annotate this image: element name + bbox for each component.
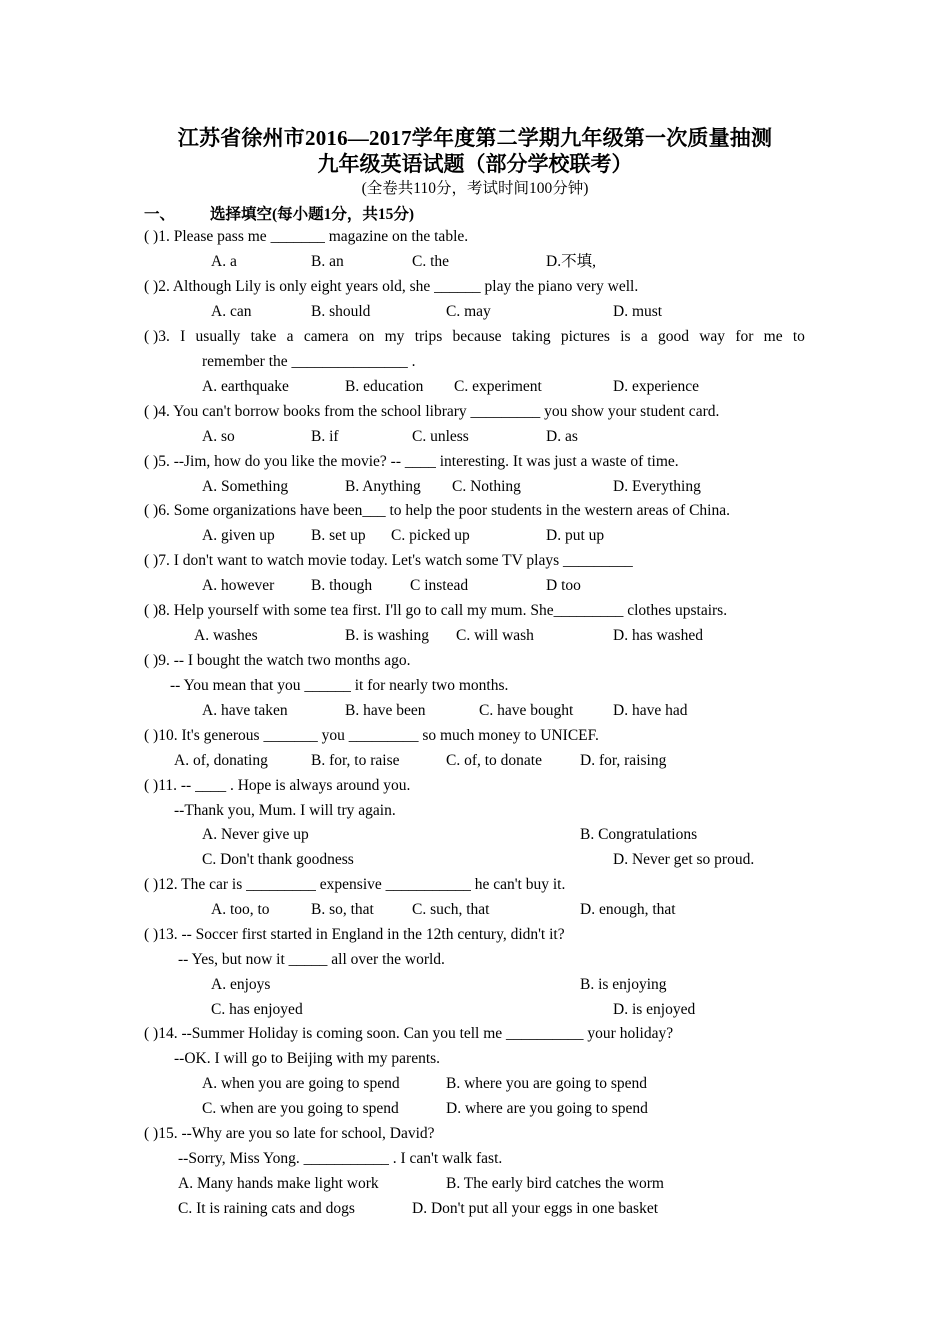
- question-11-stem: [144, 776, 410, 796]
- q11-option-c: C. Don't thank goodness: [202, 851, 354, 868]
- q7-option-b: B. though: [311, 577, 373, 594]
- question-10-stem: ( )10. It's generous _______ you _________ so much money to UNICEF.: [144, 727, 599, 744]
- q15-stem-line2: --Sorry, Miss Yong. ___________ . I can't walk fast.: [178, 1150, 503, 1167]
- question-13-stem: ( )13. -- Soccer first started in England in the 12th century, didn't it?: [144, 926, 565, 943]
- q3-word: for: [735, 328, 754, 345]
- q1-blank: _______: [270, 228, 325, 245]
- q11-option-d: D. Never get so proud.: [613, 851, 755, 868]
- q12-option-b: B. so, that: [311, 901, 374, 918]
- q5-option-d: D. Everything: [613, 478, 701, 495]
- q2-option-c: C. may: [446, 303, 491, 320]
- q3-word: ( )3.: [144, 328, 170, 345]
- q3-word: way: [699, 328, 726, 345]
- q9-option-c: C. have bought: [479, 702, 574, 719]
- question-15-stem: ( )15. --Why are you so late for school, David?: [144, 1125, 435, 1142]
- q9-option-d: D. have had: [613, 702, 688, 719]
- q15-option-b: B. The early bird catches the worm: [446, 1175, 664, 1192]
- q1-option-b: B. an: [311, 253, 344, 270]
- q3-word: trips: [414, 328, 443, 345]
- q1-option-c: C. the: [412, 253, 450, 270]
- q11-stem-line2: --Thank you, Mum. I will try again.: [174, 802, 396, 819]
- q3-option-d: D. experience: [613, 378, 700, 395]
- q13-option-d: D. is enjoyed: [613, 1001, 696, 1018]
- q8-option-b: B. is washing: [345, 627, 429, 644]
- question-3-stem: [144, 327, 805, 347]
- q10-option-b: B. for, to raise: [311, 752, 400, 769]
- q11-blank: ____: [195, 777, 227, 794]
- q9-option-a: A. have taken: [202, 702, 288, 719]
- question-6-stem: ( )6. Some organizations have been___ to help the poor students in the western areas of China.: [144, 502, 730, 519]
- q3-word: on: [358, 328, 375, 345]
- q9-option-b: B. have been: [345, 702, 426, 719]
- q2-option-b: B. should: [311, 303, 371, 320]
- q15-option-a: A. Many hands make light work: [178, 1175, 379, 1192]
- q7-option-c: C instead: [410, 577, 469, 594]
- q14-option-d: D. where are you going to spend: [446, 1100, 648, 1117]
- q3-word: is: [620, 328, 631, 345]
- q5-blank: ____: [404, 453, 436, 470]
- q15-option-c: C. It is raining cats and dogs: [178, 1200, 355, 1217]
- q13-line2-a: -- Yes, but now it: [178, 951, 289, 968]
- q5-stem-b: interesting. It was just a waste of time.: [435, 453, 679, 470]
- q3-word: I: [180, 328, 186, 345]
- q3-word: my: [384, 328, 405, 345]
- q6-option-c: C. picked up: [391, 527, 470, 544]
- q1-stem-a: ( )1. Please pass me: [144, 228, 271, 245]
- q9-line2-b: it for nearly two months.: [350, 677, 509, 694]
- q3-word: me: [763, 328, 783, 345]
- q8-option-a: A. washes: [194, 627, 258, 644]
- question-12-stem: ( )12. The car is _________ expensive ___________ he can't buy it.: [144, 876, 566, 893]
- q14-option-a: A. when you are going to spend: [202, 1075, 400, 1092]
- q12-option-d: D. enough, that: [580, 901, 676, 918]
- q9-stem-line2: [170, 676, 508, 696]
- q5-option-a: A. Something: [202, 478, 289, 495]
- q10-option-c: C. of, to donate: [446, 752, 542, 769]
- q13-line2-b: all over the world.: [327, 951, 445, 968]
- q11-stem-a: ( )11. --: [144, 777, 196, 794]
- q2-stem-a: ( )2. Although Lily is only eight years old, she: [144, 278, 435, 295]
- q10-option-d: D. for, raising: [580, 752, 667, 769]
- question-14-stem: ( )14. --Summer Holiday is coming soon. Can you tell me __________ your holiday?: [144, 1025, 674, 1042]
- section-heading: [144, 202, 414, 224]
- q2-option-a: A. can: [211, 303, 252, 320]
- q3-stem-line2: remember the _______________ .: [202, 353, 416, 370]
- q14-option-b: B. where you are going to spend: [446, 1075, 648, 1092]
- q7-option-d: D too: [546, 577, 581, 594]
- q13-option-b: B. is enjoying: [580, 976, 667, 993]
- q5-option-c: C. Nothing: [452, 478, 521, 495]
- question-8-stem: ( )8. Help yourself with some tea first. I'll go to call my mum. She_________ clothes upstairs.: [144, 602, 728, 619]
- question-7-stem: ( )7. I don't want to watch movie today. Let's watch some TV plays _________: [144, 552, 633, 569]
- question-2-stem: [144, 277, 638, 297]
- q9-blank: ______: [304, 677, 351, 694]
- section-title: 选择填空(每小题1分，共15分): [210, 206, 415, 223]
- q2-stem-b: play the piano very well.: [480, 278, 639, 295]
- exam-subtitle: (全卷共110分，考试时间100分钟): [361, 180, 589, 197]
- q3-option-c: C. experiment: [454, 378, 542, 395]
- q6-option-b: B. set up: [311, 527, 366, 544]
- q3-word: take: [250, 328, 277, 345]
- q13-stem-line2: [178, 950, 445, 970]
- q1-option-d: D.不填,: [546, 253, 596, 270]
- q8-option-d: D. has washed: [613, 627, 703, 644]
- q3-word: a: [286, 328, 294, 345]
- q12-option-a: A. too, to: [211, 901, 270, 918]
- q5-stem-a: ( )5. --Jim, how do you like the movie? --: [144, 453, 405, 470]
- q13-option-c: C. has enjoyed: [211, 1001, 303, 1018]
- q5-option-b: B. Anything: [345, 478, 421, 495]
- q11-option-b: B. Congratulations: [580, 826, 698, 843]
- q3-word: camera: [303, 328, 349, 345]
- q11-stem-b: . Hope is always around you.: [226, 777, 411, 794]
- q3-option-a: A. earthquake: [202, 378, 289, 395]
- q1-stem-b: magazine on the table.: [324, 228, 469, 245]
- q4-option-b: B. if: [311, 428, 339, 445]
- q6-option-d: D. put up: [546, 527, 605, 544]
- q2-option-d: D. must: [613, 303, 663, 320]
- q3-word: because: [452, 328, 502, 345]
- q3-word: pictures: [560, 328, 610, 345]
- question-1-stem: [144, 227, 468, 247]
- q3-word: taking: [511, 328, 551, 345]
- q7-option-a: A. however: [202, 577, 275, 594]
- q14-stem-line2: --OK. I will go to Beijing with my parents.: [174, 1050, 441, 1067]
- q8-option-c: C. will wash: [456, 627, 534, 644]
- q4-option-a: A. so: [202, 428, 235, 445]
- exam-title-line1: 江苏省徐州市2016—2017学年度第二学期九年级第一次质量抽测: [177, 126, 773, 150]
- q3-option-b: B. education: [345, 378, 424, 395]
- q6-option-a: A. given up: [202, 527, 275, 544]
- q2-blank: ______: [434, 278, 481, 295]
- section-number: 一、: [144, 206, 176, 223]
- q9-line2-a: -- You mean that you: [170, 677, 305, 694]
- question-5-stem: [144, 452, 679, 472]
- q4-option-d: D. as: [546, 428, 578, 445]
- q3-word: to: [792, 328, 805, 345]
- q13-blank: _____: [288, 951, 328, 968]
- question-9-stem: ( )9. -- I bought the watch two months ago.: [144, 652, 411, 669]
- q12-option-c: C. such, that: [412, 901, 490, 918]
- q3-word: usually: [195, 328, 241, 345]
- q10-option-a: A. of, donating: [174, 752, 268, 769]
- q14-option-c: C. when are you going to spend: [202, 1100, 399, 1117]
- q3-word: a: [640, 328, 648, 345]
- q3-word: good: [657, 328, 689, 345]
- q1-option-a: A. a: [211, 253, 237, 270]
- q4-option-c: C. unless: [412, 428, 469, 445]
- q11-option-a: A. Never give up: [202, 826, 309, 843]
- q15-option-d: D. Don't put all your eggs in one basket: [412, 1200, 659, 1217]
- question-4-stem: ( )4. You can't borrow books from the school library _________ you show your student card.: [144, 403, 720, 420]
- q13-option-a: A. enjoys: [211, 976, 271, 993]
- exam-title-line2: 九年级英语试题（部分学校联考）: [317, 152, 633, 176]
